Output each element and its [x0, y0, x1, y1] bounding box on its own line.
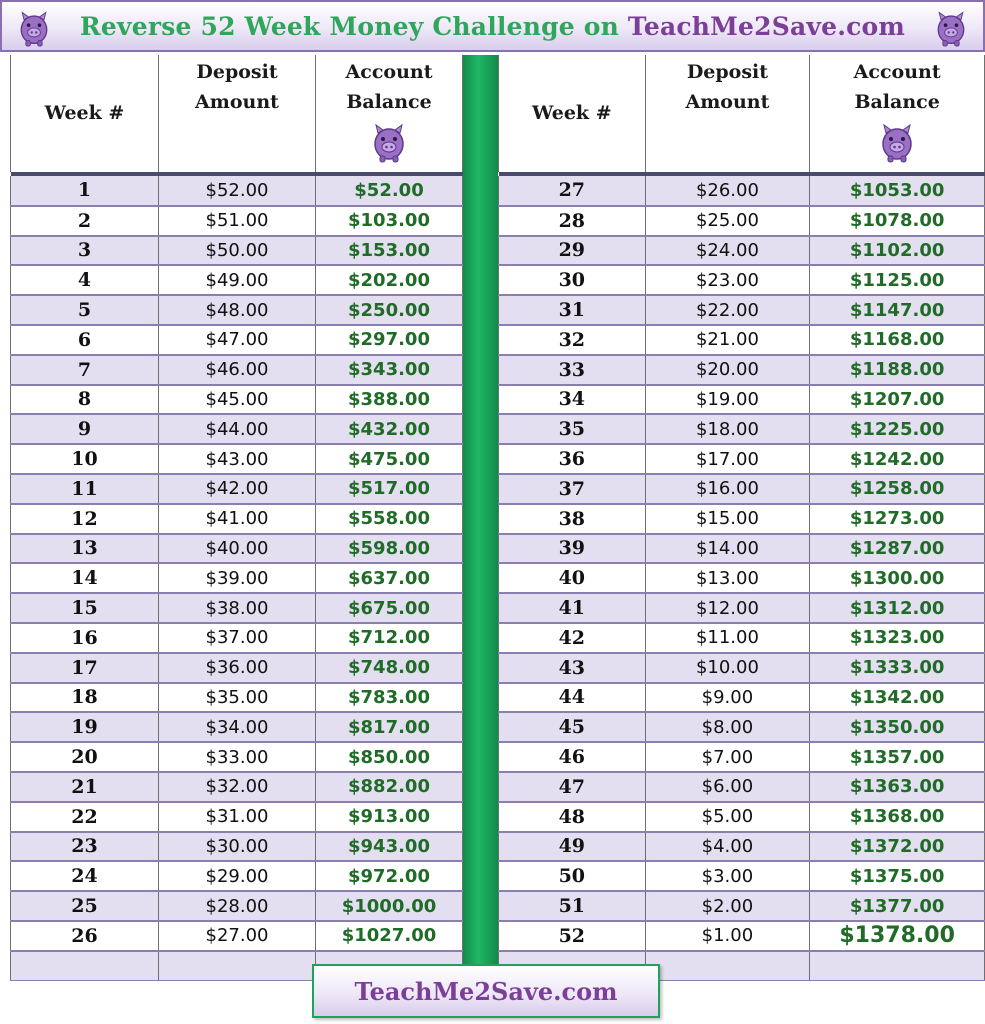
- deposit-cell: $25.00: [645, 206, 810, 236]
- balance-cell: $913.00: [316, 802, 463, 832]
- deposit-cell: $11.00: [645, 623, 810, 653]
- balance-cell: $598.00: [316, 534, 463, 564]
- week-cell: 41: [499, 593, 646, 623]
- week-cell: 29: [499, 236, 646, 266]
- week-cell: 46: [499, 742, 646, 772]
- table-row: [11, 712, 463, 742]
- empty-cell: [159, 951, 316, 981]
- title-main: Reverse 52 Week Money Challenge on: [79, 11, 628, 41]
- balance-cell: $1372.00: [810, 832, 985, 862]
- table-row: [499, 236, 985, 266]
- table-row: [11, 563, 463, 593]
- week-cell: 36: [499, 444, 646, 474]
- piggy-bank-icon: [933, 7, 969, 47]
- deposit-cell: $18.00: [645, 414, 810, 444]
- deposit-cell: $47.00: [159, 325, 316, 355]
- deposit-cell: $35.00: [159, 683, 316, 713]
- empty-cell: [645, 951, 810, 981]
- week-cell: 2: [11, 206, 159, 236]
- week-cell: 33: [499, 355, 646, 385]
- deposit-cell: $30.00: [159, 832, 316, 862]
- deposit-cell: $23.00: [645, 265, 810, 295]
- balance-cell: $1242.00: [810, 444, 985, 474]
- week-cell: 13: [11, 534, 159, 564]
- table-row: [11, 414, 463, 444]
- balance-cell: $972.00: [316, 861, 463, 891]
- week-cell: 37: [499, 474, 646, 504]
- week-cell: 21: [11, 772, 159, 802]
- deposit-cell: $43.00: [159, 444, 316, 474]
- week-cell: 40: [499, 563, 646, 593]
- balance-cell: $1300.00: [810, 563, 985, 593]
- balance-cell: $202.00: [316, 265, 463, 295]
- balance-cell: $637.00: [316, 563, 463, 593]
- table-row: [499, 444, 985, 474]
- week-cell: 15: [11, 593, 159, 623]
- balance-cell: $817.00: [316, 712, 463, 742]
- table-row: [499, 325, 985, 355]
- deposit-cell: $32.00: [159, 772, 316, 802]
- table-row: [499, 683, 985, 713]
- header-deposit: Deposit Amount: [645, 55, 810, 172]
- week-cell: 51: [499, 891, 646, 921]
- table-row: [11, 772, 463, 802]
- table-row: [499, 802, 985, 832]
- balance-cell: $1000.00: [316, 891, 463, 921]
- piggy-bank-icon: [879, 119, 915, 163]
- balance-cell: $1188.00: [810, 355, 985, 385]
- deposit-cell: $42.00: [159, 474, 316, 504]
- week-cell: 35: [499, 414, 646, 444]
- table-row: [11, 265, 463, 295]
- deposit-cell: $34.00: [159, 712, 316, 742]
- deposit-cell: $38.00: [159, 593, 316, 623]
- table-row: [11, 176, 463, 206]
- table-row: [11, 802, 463, 832]
- balance-cell: $103.00: [316, 206, 463, 236]
- week-cell: 7: [11, 355, 159, 385]
- table-row: [499, 504, 985, 534]
- balance-cell: $1078.00: [810, 206, 985, 236]
- table-row: [11, 236, 463, 266]
- week-cell: 9: [11, 414, 159, 444]
- deposit-cell: $27.00: [159, 921, 316, 951]
- table-row: [11, 355, 463, 385]
- deposit-cell: $28.00: [159, 891, 316, 921]
- week-cell: 52: [499, 921, 646, 951]
- week-cell: 44: [499, 683, 646, 713]
- week-cell: 11: [11, 474, 159, 504]
- footer-badge: [312, 964, 660, 1018]
- page-title: [80, 12, 905, 41]
- week-cell: 26: [11, 921, 159, 951]
- week-cell: 1: [11, 176, 159, 206]
- deposit-cell: $37.00: [159, 623, 316, 653]
- balance-cell: $1027.00: [316, 921, 463, 951]
- deposit-cell: $44.00: [159, 414, 316, 444]
- balance-cell: $250.00: [316, 295, 463, 325]
- balance-cell: $1273.00: [810, 504, 985, 534]
- table-row: [499, 623, 985, 653]
- deposit-cell: $15.00: [645, 504, 810, 534]
- deposit-cell: $9.00: [645, 683, 810, 713]
- table-row: [11, 325, 463, 355]
- week-cell: 25: [11, 891, 159, 921]
- table-row: [499, 414, 985, 444]
- balance-cell: $1125.00: [810, 265, 985, 295]
- week-cell: 4: [11, 265, 159, 295]
- balance-cell: $153.00: [316, 236, 463, 266]
- title-site: TeachMe2Save.com: [627, 11, 906, 41]
- deposit-cell: $19.00: [645, 385, 810, 415]
- week-cell: 22: [11, 802, 159, 832]
- deposit-cell: $22.00: [645, 295, 810, 325]
- deposit-cell: $14.00: [645, 534, 810, 564]
- week-cell: 45: [499, 712, 646, 742]
- table-row: [499, 861, 985, 891]
- week-cell: 20: [11, 742, 159, 772]
- deposit-cell: $3.00: [645, 861, 810, 891]
- table-row: [499, 891, 985, 921]
- table-row: [499, 653, 985, 683]
- deposit-cell: $29.00: [159, 861, 316, 891]
- table-row: [11, 861, 463, 891]
- table-row: [11, 623, 463, 653]
- deposit-cell: $41.00: [159, 504, 316, 534]
- balance-cell: $1168.00: [810, 325, 985, 355]
- table-row: [499, 355, 985, 385]
- week-cell: 34: [499, 385, 646, 415]
- table-row: [499, 206, 985, 236]
- header-balance: Account Balance: [810, 55, 985, 172]
- deposit-cell: $31.00: [159, 802, 316, 832]
- balance-cell: $343.00: [316, 355, 463, 385]
- center-divider: [462, 55, 498, 965]
- balance-cell: $1053.00: [810, 176, 985, 206]
- table-row: [11, 921, 463, 951]
- table-row: [11, 593, 463, 623]
- header-week: Week #: [499, 55, 646, 172]
- week-cell: 6: [11, 325, 159, 355]
- weeks-table-left: [10, 55, 463, 981]
- deposit-cell: $8.00: [645, 712, 810, 742]
- deposit-cell: $20.00: [645, 355, 810, 385]
- table-row: [11, 534, 463, 564]
- deposit-cell: $33.00: [159, 742, 316, 772]
- week-cell: 18: [11, 683, 159, 713]
- week-cell: 10: [11, 444, 159, 474]
- table-row: [499, 295, 985, 325]
- deposit-cell: $51.00: [159, 206, 316, 236]
- week-cell: 17: [11, 653, 159, 683]
- balance-cell: $1207.00: [810, 385, 985, 415]
- balance-cell: $748.00: [316, 653, 463, 683]
- deposit-cell: $17.00: [645, 444, 810, 474]
- week-cell: 39: [499, 534, 646, 564]
- piggy-bank-icon: [16, 7, 52, 47]
- balance-cell: $1225.00: [810, 414, 985, 444]
- balance-cell: $783.00: [316, 683, 463, 713]
- week-cell: 28: [499, 206, 646, 236]
- piggy-bank-icon: [371, 119, 407, 163]
- header-deposit: Deposit Amount: [159, 55, 316, 172]
- balance-cell: $712.00: [316, 623, 463, 653]
- deposit-cell: $45.00: [159, 385, 316, 415]
- table-row: [11, 474, 463, 504]
- table-row: [499, 593, 985, 623]
- week-cell: 49: [499, 832, 646, 862]
- balance-cell: $1377.00: [810, 891, 985, 921]
- deposit-cell: $12.00: [645, 593, 810, 623]
- deposit-cell: $7.00: [645, 742, 810, 772]
- balance-cell: $675.00: [316, 593, 463, 623]
- week-cell: 14: [11, 563, 159, 593]
- deposit-cell: $52.00: [159, 176, 316, 206]
- deposit-cell: $21.00: [645, 325, 810, 355]
- deposit-cell: $24.00: [645, 236, 810, 266]
- deposit-cell: $2.00: [645, 891, 810, 921]
- table-row: [499, 265, 985, 295]
- balance-cell: $1375.00: [810, 861, 985, 891]
- deposit-cell: $16.00: [645, 474, 810, 504]
- footer-site-name: TeachMe2Save.com: [354, 976, 618, 1006]
- table-row: [499, 712, 985, 742]
- deposit-cell: $4.00: [645, 832, 810, 862]
- table-row: [11, 385, 463, 415]
- balance-cell: $1312.00: [810, 593, 985, 623]
- week-cell: 16: [11, 623, 159, 653]
- week-cell: 27: [499, 176, 646, 206]
- balance-cell: $388.00: [316, 385, 463, 415]
- table-row: [11, 832, 463, 862]
- empty-cell: [11, 951, 159, 981]
- week-cell: 3: [11, 236, 159, 266]
- table-row: [499, 563, 985, 593]
- table-row: [11, 295, 463, 325]
- week-cell: 24: [11, 861, 159, 891]
- week-cell: 47: [499, 772, 646, 802]
- balance-cell: $1323.00: [810, 623, 985, 653]
- deposit-cell: $50.00: [159, 236, 316, 266]
- balance-cell: $1378.00: [810, 921, 985, 951]
- balance-cell: $432.00: [316, 414, 463, 444]
- week-cell: 8: [11, 385, 159, 415]
- deposit-cell: $36.00: [159, 653, 316, 683]
- table-row: [499, 772, 985, 802]
- week-cell: 30: [499, 265, 646, 295]
- table-row: [11, 891, 463, 921]
- table-row: [499, 385, 985, 415]
- week-cell: 50: [499, 861, 646, 891]
- deposit-cell: $49.00: [159, 265, 316, 295]
- balance-cell: $1368.00: [810, 802, 985, 832]
- weeks-table-right: [498, 55, 985, 981]
- balance-cell: $1342.00: [810, 683, 985, 713]
- table-row: [499, 474, 985, 504]
- week-cell: 19: [11, 712, 159, 742]
- week-cell: 43: [499, 653, 646, 683]
- deposit-cell: $26.00: [645, 176, 810, 206]
- week-cell: 48: [499, 802, 646, 832]
- balance-cell: $52.00: [316, 176, 463, 206]
- deposit-cell: $5.00: [645, 802, 810, 832]
- header-balance: Account Balance: [316, 55, 463, 172]
- table-row: [11, 742, 463, 772]
- deposit-cell: $48.00: [159, 295, 316, 325]
- deposit-cell: $46.00: [159, 355, 316, 385]
- table-row: [11, 444, 463, 474]
- balance-cell: $558.00: [316, 504, 463, 534]
- header-week: Week #: [11, 55, 159, 172]
- balance-cell: $850.00: [316, 742, 463, 772]
- balance-cell: $475.00: [316, 444, 463, 474]
- balance-cell: $943.00: [316, 832, 463, 862]
- balance-cell: $882.00: [316, 772, 463, 802]
- week-cell: 32: [499, 325, 646, 355]
- table-row: [11, 683, 463, 713]
- balance-cell: $1102.00: [810, 236, 985, 266]
- balance-cell: $1350.00: [810, 712, 985, 742]
- table-row: [11, 504, 463, 534]
- table-row: [11, 206, 463, 236]
- table-row: [11, 653, 463, 683]
- deposit-cell: $6.00: [645, 772, 810, 802]
- balance-cell: $517.00: [316, 474, 463, 504]
- balance-cell: $1357.00: [810, 742, 985, 772]
- table-row: [499, 921, 985, 951]
- deposit-cell: $1.00: [645, 921, 810, 951]
- week-cell: 12: [11, 504, 159, 534]
- deposit-cell: $10.00: [645, 653, 810, 683]
- title-banner: [0, 0, 985, 52]
- deposit-cell: $39.00: [159, 563, 316, 593]
- table-row: [499, 742, 985, 772]
- deposit-cell: $13.00: [645, 563, 810, 593]
- week-cell: 23: [11, 832, 159, 862]
- week-cell: 42: [499, 623, 646, 653]
- week-cell: 31: [499, 295, 646, 325]
- balance-cell: $297.00: [316, 325, 463, 355]
- table-row: [499, 176, 985, 206]
- empty-cell: [810, 951, 985, 981]
- deposit-cell: $40.00: [159, 534, 316, 564]
- balance-cell: $1258.00: [810, 474, 985, 504]
- balance-cell: $1287.00: [810, 534, 985, 564]
- week-cell: 38: [499, 504, 646, 534]
- week-cell: 5: [11, 295, 159, 325]
- balance-cell: $1363.00: [810, 772, 985, 802]
- balance-cell: $1147.00: [810, 295, 985, 325]
- table-row: [499, 534, 985, 564]
- table-row: [499, 832, 985, 862]
- balance-cell: $1333.00: [810, 653, 985, 683]
